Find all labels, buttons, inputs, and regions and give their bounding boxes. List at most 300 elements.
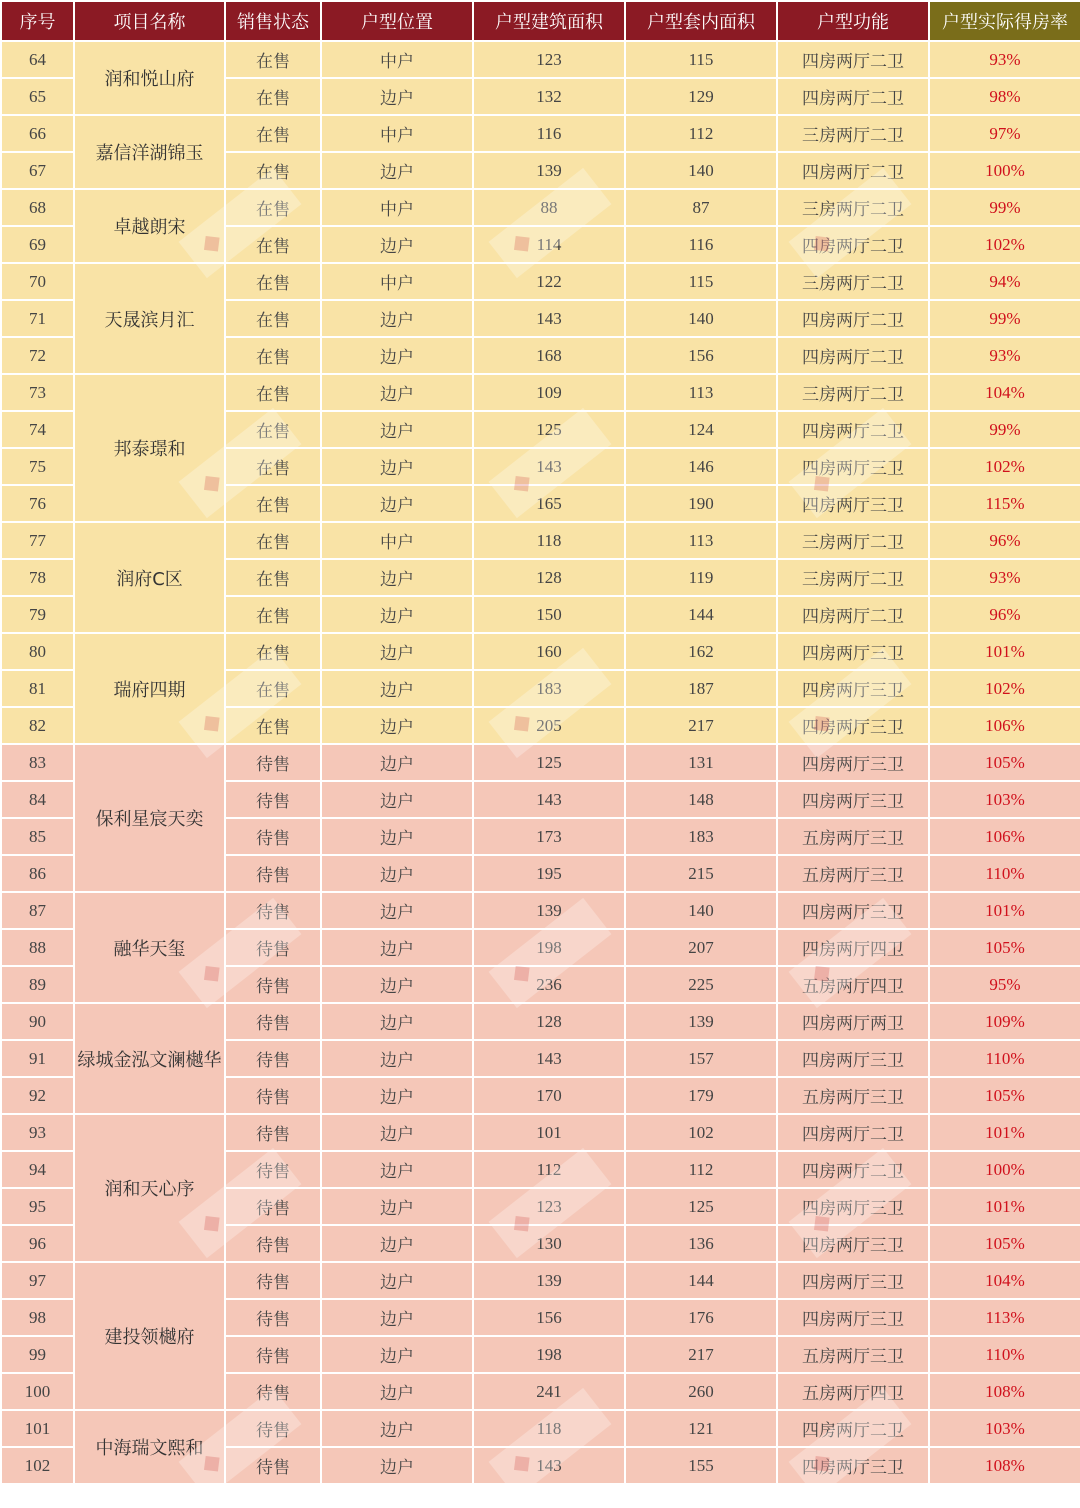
cell-serial-no: 89 [1,966,74,1003]
cell-layout-function: 三房两厅二卫 [777,263,929,300]
cell-unit-position: 边户 [321,892,473,929]
cell-net-area: 179 [625,1077,777,1114]
cell-unit-position: 边户 [321,1040,473,1077]
cell-unit-position: 中户 [321,115,473,152]
header-sales-status: 销售状态 [225,1,321,41]
cell-layout-function: 四房两厅二卫 [777,152,929,189]
cell-sales-status: 待售 [225,1188,321,1225]
cell-layout-function: 四房两厅二卫 [777,1151,929,1188]
cell-efficiency-rate: 108% [929,1373,1080,1410]
table-row [1,1003,1080,1040]
cell-efficiency-rate: 99% [929,300,1080,337]
cell-gross-area: 198 [473,929,625,966]
cell-unit-position: 边户 [321,1188,473,1225]
cell-efficiency-rate: 93% [929,559,1080,596]
cell-efficiency-rate: 93% [929,337,1080,374]
cell-net-area: 113 [625,522,777,559]
cell-sales-status: 在售 [225,152,321,189]
cell-layout-function: 三房两厅二卫 [777,559,929,596]
cell-gross-area: 125 [473,411,625,448]
cell-efficiency-rate: 95% [929,966,1080,1003]
cell-serial-no: 84 [1,781,74,818]
cell-net-area: 115 [625,263,777,300]
cell-project-name: 绿城金泓文澜樾华 [74,1003,225,1114]
cell-sales-status: 在售 [225,670,321,707]
cell-efficiency-rate: 102% [929,448,1080,485]
cell-net-area: 87 [625,189,777,226]
table-row [1,263,1080,300]
cell-unit-position: 边户 [321,485,473,522]
cell-project-name: 邦泰璟和 [74,374,225,522]
cell-sales-status: 待售 [225,855,321,892]
header-unit-position: 户型位置 [321,1,473,41]
table-row [1,1410,1080,1447]
cell-serial-no: 81 [1,670,74,707]
cell-efficiency-rate: 101% [929,1188,1080,1225]
cell-layout-function: 四房两厅三卫 [777,1188,929,1225]
cell-efficiency-rate: 113% [929,1299,1080,1336]
cell-unit-position: 边户 [321,152,473,189]
cell-serial-no: 70 [1,263,74,300]
cell-efficiency-rate: 110% [929,855,1080,892]
cell-project-name: 融华天玺 [74,892,225,1003]
cell-sales-status: 待售 [225,1003,321,1040]
cell-layout-function: 四房两厅三卫 [777,1447,929,1484]
cell-efficiency-rate: 109% [929,1003,1080,1040]
cell-unit-position: 边户 [321,744,473,781]
cell-efficiency-rate: 93% [929,41,1080,78]
cell-net-area: 183 [625,818,777,855]
cell-sales-status: 待售 [225,744,321,781]
cell-serial-no: 99 [1,1336,74,1373]
cell-sales-status: 在售 [225,596,321,633]
cell-sales-status: 待售 [225,781,321,818]
cell-layout-function: 四房两厅二卫 [777,411,929,448]
cell-gross-area: 198 [473,1336,625,1373]
cell-net-area: 144 [625,1262,777,1299]
cell-unit-position: 中户 [321,189,473,226]
cell-layout-function: 四房两厅两卫 [777,1003,929,1040]
cell-sales-status: 待售 [225,1225,321,1262]
cell-gross-area: 122 [473,263,625,300]
table-body [1,41,1080,1484]
cell-net-area: 139 [625,1003,777,1040]
cell-sales-status: 待售 [225,1040,321,1077]
cell-project-name: 润和悦山府 [74,41,225,115]
cell-layout-function: 四房两厅二卫 [777,1410,929,1447]
cell-efficiency-rate: 110% [929,1336,1080,1373]
cell-gross-area: 143 [473,1040,625,1077]
cell-sales-status: 待售 [225,818,321,855]
cell-serial-no: 102 [1,1447,74,1484]
cell-serial-no: 68 [1,189,74,226]
cell-layout-function: 五房两厅四卫 [777,1373,929,1410]
cell-layout-function: 四房两厅三卫 [777,485,929,522]
cell-sales-status: 待售 [225,966,321,1003]
cell-layout-function: 四房两厅二卫 [777,300,929,337]
cell-serial-no: 101 [1,1410,74,1447]
cell-gross-area: 139 [473,1262,625,1299]
cell-layout-function: 五房两厅三卫 [777,855,929,892]
cell-serial-no: 71 [1,300,74,337]
cell-serial-no: 94 [1,1151,74,1188]
table-row [1,522,1080,559]
cell-net-area: 217 [625,707,777,744]
cell-gross-area: 128 [473,559,625,596]
table-row [1,41,1080,78]
cell-layout-function: 四房两厅三卫 [777,707,929,744]
cell-sales-status: 待售 [225,892,321,929]
cell-serial-no: 91 [1,1040,74,1077]
table-row [1,1262,1080,1299]
cell-sales-status: 在售 [225,559,321,596]
cell-unit-position: 边户 [321,707,473,744]
cell-gross-area: 143 [473,1447,625,1484]
cell-net-area: 140 [625,892,777,929]
cell-serial-no: 83 [1,744,74,781]
cell-gross-area: 123 [473,1188,625,1225]
cell-efficiency-rate: 104% [929,374,1080,411]
cell-serial-no: 98 [1,1299,74,1336]
cell-unit-position: 中户 [321,263,473,300]
cell-efficiency-rate: 96% [929,596,1080,633]
cell-gross-area: 101 [473,1114,625,1151]
cell-gross-area: 112 [473,1151,625,1188]
cell-efficiency-rate: 101% [929,1114,1080,1151]
table-row [1,115,1080,152]
cell-sales-status: 待售 [225,1447,321,1484]
cell-layout-function: 四房两厅三卫 [777,1299,929,1336]
cell-project-name: 润府C区 [74,522,225,633]
cell-unit-position: 边户 [321,818,473,855]
cell-unit-position: 边户 [321,1114,473,1151]
cell-unit-position: 边户 [321,559,473,596]
cell-sales-status: 在售 [225,485,321,522]
cell-project-name: 保利星宸天奕 [74,744,225,892]
cell-net-area: 112 [625,115,777,152]
cell-serial-no: 72 [1,337,74,374]
cell-serial-no: 69 [1,226,74,263]
header-layout-function: 户型功能 [777,1,929,41]
cell-unit-position: 边户 [321,596,473,633]
cell-serial-no: 90 [1,1003,74,1040]
cell-layout-function: 四房两厅三卫 [777,744,929,781]
cell-net-area: 190 [625,485,777,522]
cell-serial-no: 65 [1,78,74,115]
cell-net-area: 113 [625,374,777,411]
cell-serial-no: 66 [1,115,74,152]
cell-net-area: 157 [625,1040,777,1077]
cell-net-area: 155 [625,1447,777,1484]
cell-sales-status: 在售 [225,707,321,744]
cell-gross-area: 168 [473,337,625,374]
cell-sales-status: 待售 [225,1373,321,1410]
cell-efficiency-rate: 101% [929,892,1080,929]
table-row [1,1114,1080,1151]
cell-layout-function: 四房两厅二卫 [777,596,929,633]
cell-layout-function: 四房两厅二卫 [777,41,929,78]
cell-net-area: 225 [625,966,777,1003]
cell-efficiency-rate: 101% [929,633,1080,670]
cell-gross-area: 128 [473,1003,625,1040]
cell-net-area: 136 [625,1225,777,1262]
table-row [1,892,1080,929]
cell-layout-function: 四房两厅三卫 [777,781,929,818]
cell-layout-function: 三房两厅二卫 [777,115,929,152]
cell-layout-function: 四房两厅三卫 [777,1225,929,1262]
cell-efficiency-rate: 105% [929,1077,1080,1114]
cell-layout-function: 三房两厅二卫 [777,522,929,559]
cell-serial-no: 87 [1,892,74,929]
cell-efficiency-rate: 102% [929,226,1080,263]
cell-efficiency-rate: 94% [929,263,1080,300]
cell-serial-no: 93 [1,1114,74,1151]
cell-serial-no: 88 [1,929,74,966]
cell-sales-status: 在售 [225,522,321,559]
cell-efficiency-rate: 104% [929,1262,1080,1299]
cell-efficiency-rate: 100% [929,1151,1080,1188]
cell-efficiency-rate: 110% [929,1040,1080,1077]
cell-net-area: 125 [625,1188,777,1225]
cell-net-area: 148 [625,781,777,818]
cell-gross-area: 156 [473,1299,625,1336]
cell-sales-status: 待售 [225,1151,321,1188]
cell-unit-position: 边户 [321,337,473,374]
cell-net-area: 217 [625,1336,777,1373]
cell-gross-area: 143 [473,300,625,337]
cell-gross-area: 183 [473,670,625,707]
cell-project-name: 润和天心序 [74,1114,225,1262]
cell-layout-function: 四房两厅三卫 [777,633,929,670]
cell-net-area: 162 [625,633,777,670]
cell-net-area: 121 [625,1410,777,1447]
cell-sales-status: 在售 [225,633,321,670]
cell-net-area: 129 [625,78,777,115]
cell-unit-position: 边户 [321,929,473,966]
cell-project-name: 建投领樾府 [74,1262,225,1410]
cell-gross-area: 116 [473,115,625,152]
header-net-area: 户型套内面积 [625,1,777,41]
cell-net-area: 260 [625,1373,777,1410]
cell-serial-no: 100 [1,1373,74,1410]
cell-efficiency-rate: 102% [929,670,1080,707]
cell-net-area: 102 [625,1114,777,1151]
cell-unit-position: 边户 [321,448,473,485]
header-serial-no: 序号 [1,1,74,41]
cell-gross-area: 118 [473,522,625,559]
cell-efficiency-rate: 105% [929,1225,1080,1262]
cell-gross-area: 195 [473,855,625,892]
cell-gross-area: 132 [473,78,625,115]
cell-serial-no: 77 [1,522,74,559]
cell-layout-function: 四房两厅二卫 [777,226,929,263]
cell-unit-position: 边户 [321,633,473,670]
cell-serial-no: 85 [1,818,74,855]
cell-unit-position: 边户 [321,226,473,263]
cell-net-area: 116 [625,226,777,263]
cell-layout-function: 四房两厅二卫 [777,337,929,374]
cell-layout-function: 五房两厅四卫 [777,966,929,1003]
cell-efficiency-rate: 99% [929,189,1080,226]
cell-unit-position: 边户 [321,966,473,1003]
cell-efficiency-rate: 105% [929,929,1080,966]
cell-unit-position: 边户 [321,1299,473,1336]
cell-gross-area: 130 [473,1225,625,1262]
cell-unit-position: 边户 [321,1262,473,1299]
cell-net-area: 144 [625,596,777,633]
cell-serial-no: 78 [1,559,74,596]
cell-layout-function: 四房两厅三卫 [777,1262,929,1299]
cell-layout-function: 五房两厅三卫 [777,818,929,855]
cell-unit-position: 边户 [321,1151,473,1188]
cell-unit-position: 边户 [321,1077,473,1114]
cell-sales-status: 在售 [225,189,321,226]
cell-gross-area: 143 [473,781,625,818]
cell-serial-no: 92 [1,1077,74,1114]
cell-gross-area: 165 [473,485,625,522]
cell-efficiency-rate: 103% [929,781,1080,818]
cell-sales-status: 待售 [225,1077,321,1114]
header-efficiency-rate: 户型实际得房率 [929,1,1080,41]
cell-sales-status: 在售 [225,226,321,263]
cell-efficiency-rate: 96% [929,522,1080,559]
cell-unit-position: 边户 [321,1373,473,1410]
cell-gross-area: 170 [473,1077,625,1114]
cell-efficiency-rate: 106% [929,707,1080,744]
cell-gross-area: 143 [473,448,625,485]
cell-unit-position: 边户 [321,855,473,892]
cell-layout-function: 四房两厅三卫 [777,448,929,485]
cell-gross-area: 173 [473,818,625,855]
cell-net-area: 176 [625,1299,777,1336]
cell-efficiency-rate: 103% [929,1410,1080,1447]
cell-gross-area: 139 [473,152,625,189]
cell-efficiency-rate: 98% [929,78,1080,115]
cell-gross-area: 139 [473,892,625,929]
cell-net-area: 215 [625,855,777,892]
cell-efficiency-rate: 115% [929,485,1080,522]
cell-net-area: 140 [625,300,777,337]
cell-unit-position: 边户 [321,1410,473,1447]
cell-sales-status: 待售 [225,929,321,966]
cell-sales-status: 待售 [225,1299,321,1336]
cell-net-area: 187 [625,670,777,707]
cell-sales-status: 在售 [225,374,321,411]
cell-gross-area: 114 [473,226,625,263]
cell-unit-position: 中户 [321,41,473,78]
cell-unit-position: 边户 [321,411,473,448]
cell-efficiency-rate: 105% [929,744,1080,781]
cell-serial-no: 86 [1,855,74,892]
cell-project-name: 瑞府四期 [74,633,225,744]
cell-sales-status: 在售 [225,448,321,485]
cell-serial-no: 74 [1,411,74,448]
cell-serial-no: 97 [1,1262,74,1299]
cell-layout-function: 五房两厅三卫 [777,1077,929,1114]
cell-serial-no: 82 [1,707,74,744]
cell-net-area: 119 [625,559,777,596]
cell-efficiency-rate: 100% [929,152,1080,189]
cell-net-area: 140 [625,152,777,189]
cell-layout-function: 四房两厅四卫 [777,929,929,966]
cell-sales-status: 在售 [225,411,321,448]
table-row [1,633,1080,670]
cell-sales-status: 在售 [225,300,321,337]
cell-sales-status: 待售 [225,1114,321,1151]
cell-serial-no: 96 [1,1225,74,1262]
table-header-row [1,1,1080,41]
cell-project-name: 中海瑞文熙和 [74,1410,225,1484]
cell-layout-function: 四房两厅二卫 [777,78,929,115]
cell-serial-no: 73 [1,374,74,411]
header-project-name: 项目名称 [74,1,225,41]
cell-layout-function: 五房两厅三卫 [777,1336,929,1373]
cell-unit-position: 中户 [321,522,473,559]
cell-efficiency-rate: 97% [929,115,1080,152]
cell-unit-position: 边户 [321,300,473,337]
cell-net-area: 124 [625,411,777,448]
cell-unit-position: 边户 [321,670,473,707]
cell-unit-position: 边户 [321,1336,473,1373]
cell-net-area: 207 [625,929,777,966]
cell-gross-area: 118 [473,1410,625,1447]
cell-sales-status: 在售 [225,337,321,374]
cell-gross-area: 160 [473,633,625,670]
cell-serial-no: 95 [1,1188,74,1225]
cell-unit-position: 边户 [321,1003,473,1040]
cell-net-area: 156 [625,337,777,374]
cell-project-name: 嘉信洋湖锦玉 [74,115,225,189]
table-row [1,189,1080,226]
cell-project-name: 天晟滨月汇 [74,263,225,374]
cell-sales-status: 在售 [225,41,321,78]
cell-sales-status: 待售 [225,1262,321,1299]
cell-sales-status: 在售 [225,78,321,115]
cell-gross-area: 241 [473,1373,625,1410]
cell-efficiency-rate: 99% [929,411,1080,448]
cell-unit-position: 边户 [321,374,473,411]
cell-sales-status: 在售 [225,115,321,152]
cell-layout-function: 四房两厅三卫 [777,892,929,929]
cell-layout-function: 四房两厅二卫 [777,1114,929,1151]
cell-net-area: 131 [625,744,777,781]
cell-layout-function: 三房两厅二卫 [777,189,929,226]
cell-gross-area: 205 [473,707,625,744]
cell-sales-status: 在售 [225,263,321,300]
cell-efficiency-rate: 106% [929,818,1080,855]
cell-gross-area: 123 [473,41,625,78]
cell-layout-function: 四房两厅三卫 [777,670,929,707]
table-row [1,744,1080,781]
cell-unit-position: 边户 [321,781,473,818]
cell-net-area: 146 [625,448,777,485]
cell-gross-area: 236 [473,966,625,1003]
cell-layout-function: 四房两厅三卫 [777,1040,929,1077]
cell-gross-area: 125 [473,744,625,781]
cell-gross-area: 150 [473,596,625,633]
cell-net-area: 115 [625,41,777,78]
cell-net-area: 112 [625,1151,777,1188]
cell-efficiency-rate: 108% [929,1447,1080,1484]
cell-gross-area: 88 [473,189,625,226]
cell-sales-status: 待售 [225,1410,321,1447]
cell-unit-position: 边户 [321,1225,473,1262]
cell-serial-no: 75 [1,448,74,485]
cell-project-name: 卓越朗宋 [74,189,225,263]
cell-gross-area: 109 [473,374,625,411]
cell-unit-position: 边户 [321,78,473,115]
cell-serial-no: 79 [1,596,74,633]
